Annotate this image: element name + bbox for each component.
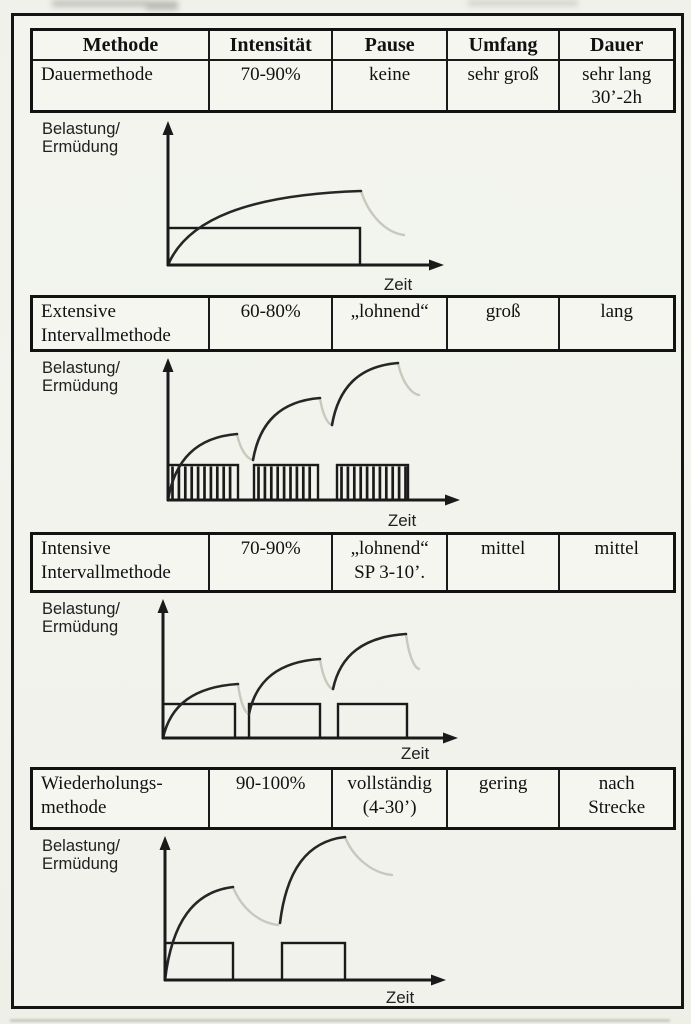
table-row: [32, 60, 675, 112]
methods-table-dauermethode: [30, 28, 676, 113]
scan-artifact: [468, 0, 578, 6]
recovery-curves: [237, 363, 419, 460]
x-axis-arrow-icon: [431, 975, 446, 986]
y-axis-label: Belastung/: [42, 359, 120, 378]
diagram-intensive-intervallmethode-svg: [30, 593, 676, 767]
diagram-dauermethode: [30, 113, 676, 295]
x-axis-arrow-icon: [429, 260, 444, 271]
fatigue-curves: [163, 634, 406, 738]
y-axis-label: Ermüdung: [42, 618, 119, 637]
y-axis-label: Ermüdung: [42, 377, 119, 396]
diagram-dauermethode-svg: [30, 113, 676, 295]
column-header: Umfang: [447, 30, 560, 61]
y-axis-label: Belastung/: [42, 837, 120, 856]
y-axis-label: Ermüdung: [42, 138, 119, 157]
value-cell: nach Strecke: [559, 769, 674, 829]
y-axis-label: Belastung/: [42, 600, 120, 619]
load-blocks: [165, 943, 345, 980]
load-blocks: [163, 704, 407, 738]
value-cell: gering: [447, 769, 560, 829]
x-axis-label: Zeit: [387, 511, 417, 531]
value-cell: sehr lang 30’-2h: [559, 60, 674, 112]
y-axis-arrow-icon: [160, 836, 171, 850]
value-cell: 60-80%: [209, 297, 332, 351]
y-axis-label: Belastung/: [42, 120, 120, 139]
table-row: [32, 297, 675, 351]
column-header: Methode: [32, 30, 209, 61]
method-cell: Intensive Intervallmethode: [32, 534, 209, 592]
y-axis-arrow-icon: [158, 599, 169, 613]
recovery-curves: [361, 191, 404, 235]
y-axis-arrow-icon: [163, 358, 174, 372]
value-cell: „lohnend“: [332, 297, 446, 351]
x-axis-label: Zeit: [383, 275, 413, 295]
methods-table-wiederholungsmethode: [30, 767, 676, 830]
scan-artifact: [52, 0, 147, 7]
diagram-wiederholungsmethode: [30, 830, 676, 1008]
fatigue-curves: [165, 837, 345, 980]
value-cell: groß: [447, 297, 560, 351]
value-cell: 90-100%: [209, 769, 332, 829]
value-cell: 70-90%: [209, 60, 332, 112]
method-cell: Wiederholungs- methode: [32, 769, 209, 829]
x-axis-arrow-icon: [445, 495, 460, 506]
value-cell: mittel: [559, 534, 674, 592]
diagram-extensive-intervallmethode-svg: [30, 352, 676, 532]
value-cell: 70-90%: [209, 534, 332, 592]
recovery-curves: [238, 634, 419, 714]
column-header: Intensität: [209, 30, 332, 61]
axes: [163, 358, 461, 506]
value-cell: mittel: [447, 534, 560, 592]
load-blocks: [168, 465, 408, 500]
value-cell: vollständig (4-30’): [332, 769, 446, 829]
table-row: [32, 769, 675, 829]
scan-artifact: [146, 1, 178, 10]
method-cell: Extensive Intervallmethode: [32, 297, 209, 351]
page-frame: [11, 13, 684, 1009]
methods-table-extensive-intervallmethode: [30, 295, 676, 352]
value-cell: keine: [332, 60, 446, 112]
value-cell: sehr groß: [447, 60, 560, 112]
labels: [42, 120, 412, 294]
diagram-intensive-intervallmethode: [30, 593, 676, 767]
diagram-extensive-intervallmethode: [30, 352, 676, 532]
load-blocks: [168, 228, 360, 265]
labels: [42, 359, 416, 530]
column-header: Pause: [332, 30, 446, 61]
method-cell: Dauermethode: [32, 60, 209, 112]
value-cell: „lohnend“ SP 3-10’.: [332, 534, 446, 592]
x-axis-label: Zeit: [400, 744, 430, 764]
column-header: Dauer: [559, 30, 674, 61]
table-row: [32, 534, 675, 592]
x-axis-label: Zeit: [385, 988, 415, 1008]
value-cell: lang: [559, 297, 674, 351]
methods-table-intensive-intervallmethode: [30, 532, 676, 593]
diagram-wiederholungsmethode-svg: [30, 830, 676, 1008]
header-row: [32, 30, 675, 61]
scan-artifact: [10, 1019, 670, 1022]
x-axis-arrow-icon: [443, 733, 458, 744]
y-axis-label: Ermüdung: [42, 855, 119, 874]
y-axis-arrow-icon: [163, 121, 174, 135]
axes: [158, 599, 459, 744]
